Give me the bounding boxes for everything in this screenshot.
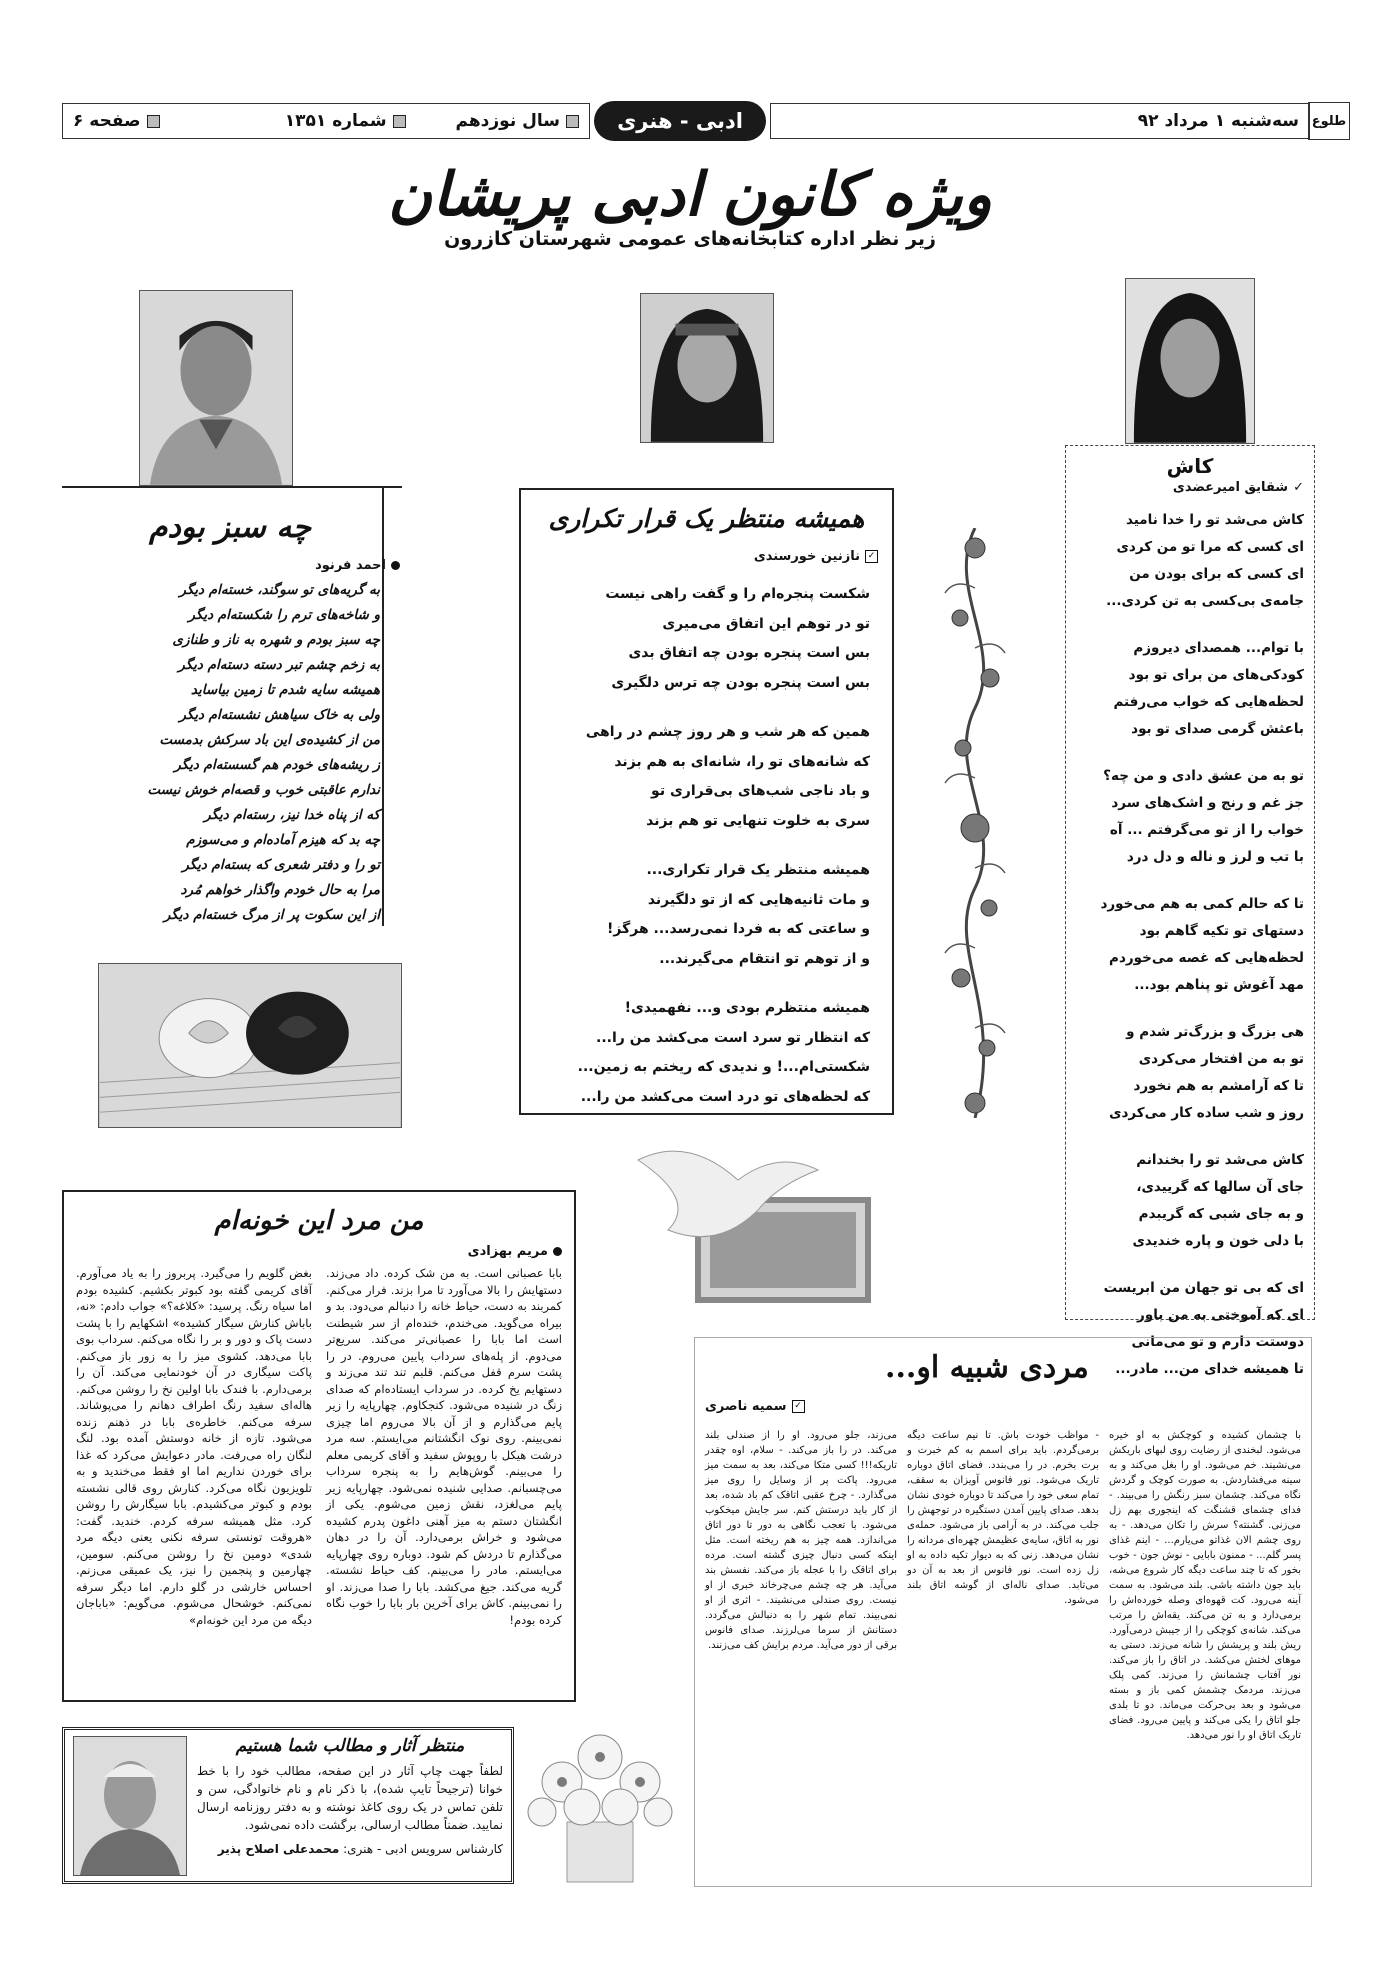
newspaper-logo: طلوع: [1308, 102, 1350, 140]
masthead-issue-bar: [62, 103, 590, 139]
poem-line: همیشه سایه شدم تا زمین بیاساید: [190, 682, 380, 698]
floral-ornament-image: [935, 528, 1015, 1118]
poem-line: تو به من عشق دادی و من چه؟: [1103, 768, 1304, 784]
poem-line: تا که حالم کمی به هم می‌خورد: [1100, 896, 1304, 912]
signature-name: محمدعلی اصلاح پذیر: [217, 1842, 340, 1856]
poem-line: کاش می‌شد تو را بخندانم: [1136, 1152, 1304, 1168]
poem-line: که لحظه‌های تو درد است می‌کشد من را...: [580, 1088, 870, 1105]
poem-line: کودکی‌های من برای تو بود: [1128, 667, 1304, 683]
poem-line: ای کسی که برای بودن من: [1129, 566, 1304, 582]
poem-line: که از پناه خدا نیز، رسته‌ام دیگر: [204, 807, 380, 823]
poem-sabz-author-name: احمد فرنود: [315, 558, 386, 573]
checkmark-icon: ✓: [1293, 480, 1304, 495]
checkbox-icon: ✓: [792, 1400, 805, 1413]
poem-line: بس است پنجره بودن چه اتفاق بدی: [628, 645, 870, 661]
poem-line: تو را و دفتر شعری که بسته‌ام دیگر: [182, 857, 380, 873]
page-subtitle: زیر نظر اداره کتابخانه‌های عمومی شهرستان کازرون: [444, 228, 936, 250]
poem-stanza: [1076, 891, 1304, 999]
poem-sabz-body: [140, 578, 380, 928]
page-number: [73, 111, 160, 131]
poem-line: ای که بی تو جهان من ابریست: [1103, 1280, 1304, 1296]
poem-kash-title: کاش: [1166, 454, 1214, 478]
poem-kash-author: [1076, 480, 1304, 495]
poem-line: که انتظار تو سرد است می‌کشد من را...: [596, 1029, 870, 1046]
story-man-mard-column-left: بغض گلویم را می‌گیرد. پربروز را به یاد می‌آورم. آقای کریمی گفته بود کبوتر بکشیم. کشیده بودم اما سیاه رنگ. پرسید: «کلاغه؟» جواب دادم: «نه، باباش کنارش سیگار کشیده» اشکهایم را با پشت دست پاک و دور و بر را نگاه می‌کنم. سرداب بوی بابا می‌دهد. کشوی میز را به زور باز می‌کنم. پاکت سیگاری در آن خودنمایی می‌کند. آن را برمی‌دارم. با فندک بابا اولین نخ را روشن می‌کنم. هاله‌ای سفید رنگ اطراف دهانم را می‌پوشاند. سرفه می‌کنم. خاطره‌ی بابا در ذهنم زنده می‌شود. تازه از خانه دوستش آمده بود. لنگ لنگان راه می‌رفت. مادر دعوایش می‌کرد که غذا برای خوردن نداریم اما او فقط می‌خندید و به تلویزیون نگاه می‌کرد. کنارش روی قالی نشسته بودم و کبوتر می‌کشیدم. بابا سیگارش را روشن کرد. مثل همیشه سرفه کردم. خندید. گفت: «هروقت تونستی سرفه نکنی یعنی دیگه مرد شدی» دومین نخ را روشن می‌کنم. سومین، چهارمین و پنجمین را نیز، یک عمیقی می‌زنم. احساس خارشی در گلو دارم. اما دیگر سرفه نمی‌کنم. خوشحال می‌شوم. می‌گویم: «باباجان دیگه من مرد این خونه‌ام»: [76, 1266, 312, 1627]
poem-line: ای کسی که مرا تو من کردی: [1116, 539, 1304, 555]
square-bullet-icon: [566, 115, 579, 128]
square-bullet-icon: [393, 115, 406, 128]
poem-stanza: [1076, 1147, 1304, 1255]
checkbox-icon: ✓: [865, 550, 878, 563]
story-man-mard-box: [62, 1190, 576, 1702]
issue-number: [285, 111, 406, 131]
poem-line: و باد ناجی شب‌های بی‌قراری تو: [651, 783, 870, 799]
story-man-mard-author-name: مریم بهزادی: [467, 1244, 548, 1259]
poem-line: ندارم عاقبتی خوب و قصه‌ام خوش نیست: [147, 782, 380, 798]
poem-line: مرا به حال خودم واگذار خواهم مُرد: [180, 882, 380, 898]
masthead-date-bar: [770, 103, 1310, 139]
poem-kash-author-name: شقایق امیرعضدی: [1172, 480, 1289, 495]
poem-line: باعثش گرمی صدای تو بود: [1131, 721, 1304, 737]
poem-line: همیشه منتظرم بودی و... نفهمیدی!: [624, 1000, 870, 1016]
poem-kash-box: [1065, 445, 1315, 1377]
contact-title: منتظر آثار و مطالب شما هستیم: [235, 1736, 465, 1756]
section-badge: ادبی - هنری: [594, 101, 766, 141]
poem-line: و شاخه‌های ترم را شکسته‌ام دیگر: [188, 607, 380, 623]
author-photo-farnoud: [139, 290, 293, 486]
contact-box: [62, 1727, 514, 1884]
story-man-mard-column-right: بابا عصبانی است. به من شک کرده. داد می‌زند. دستهایش را بالا می‌آورد تا مرا بزند. فرار می‌کنم. کمربند به دست، حیاط خانه را دنبالم می‌دود. بد و بیراه می‌گوید. می‌خندم، خنده‌ام از سر شیطنت است اما بابا را عصبانی‌تر می‌کند. سریع‌تر می‌دوم. از پله‌های سرداب پایین می‌روم. در را پشت سرم قفل می‌کنم. قلبم تند تند می‌زند و دستهایم یخ کرده. در سرداب ایستاده‌ام که صدای زنگ در شنیده می‌شود. کنجکاوم. چهارپایه را زیر پایم می‌گذارم و از آن بالا می‌روم اما چیزی نمی‌بینم. روی نوک انگشتانم می‌ایستم. سه مرد درشت هیکل با روپوش سفید و آقای کریمی معلم را می‌بینم. گوش‌هایم را به پنجره سرداب می‌چسبانم. صدایی شنیده نمی‌شود. چهارپایه زیر پایم می‌لغزد، نقش زمین می‌شوم. یکی از انگشتان دستم به میز آهنی داغون پدرم کشیده می‌شود و خراش برمی‌دارد. آن را در دهان می‌گذارم تا دردش کم شود. دوباره روی چهارپایه می‌ایستم. مادر را می‌بینم. کف حیاط نشسته. گریه می‌کند. جیغ می‌کشد. بابا را صدا می‌زند. او را نمی‌بینم. کاش برای آخرین بار بابا را خوب نگاه کرده بودم!: [326, 1266, 562, 1627]
poem-stanza: [1076, 1019, 1304, 1127]
poem-line: من از کشیده‌ی این باد سرکش بدمست: [159, 732, 380, 748]
story-mardi-column-3: می‌زند، جلو می‌رود. او را از صندلی بلند می‌کند. در را باز می‌کند. - سلام، اوه چقدر تاریکه!!! کسی متکا می‌کند، بعد به سمت میز می‌رود. پاکت پر از وسایل را روی میز می‌گذارد. - چرخ عقبی اتاقک کم باد شده، بعد از کار باید درستش کنم. سر جایش میخکوب می‌شود. با تعجب نگاهی به دور تا دور اتاق می‌اندازد. همه چیز به هم ریخته است. مثل اینکه کسی دنبال چیزی گشته است. مرده برای اتاقک را با عجله باز می‌کند. نفسش بند می‌آید. هر چه چشم می‌چرخاند خبری از او نیست. روی صندلی می‌نشیند. - اثری از او نمی‌بیند. تمام شهر را به دنبالش می‌گردد. دستانش از سرما می‌لرزند. صدای فانوس برقی از دور می‌آید. مردم برایش کف می‌زنند.: [705, 1430, 897, 1651]
poem-line: به گریه‌های تو سوگند، خسته‌ام دیگر: [179, 582, 380, 598]
poem-stanza: [535, 580, 870, 698]
poem-line: مهد آغوش تو پناهم بود...: [1134, 977, 1304, 993]
issue-number-text: شماره ۱۳۵۱: [284, 111, 387, 131]
poem-line: دوستت دارم و تو می‌مانی: [1131, 1334, 1304, 1350]
poem-line: با تب و لرز و ناله و دل درد: [1126, 849, 1304, 865]
flower-vase-image: [512, 1712, 688, 1888]
poem-line: و ساعتی که به فردا نمی‌رسد... هرگز!: [607, 921, 870, 937]
poem-line: تو در توهم این اتفاق می‌میری: [662, 615, 870, 632]
year-text: سال نوزدهم: [455, 111, 560, 131]
poem-stanza: [1076, 635, 1304, 743]
divider-line: [62, 486, 402, 488]
bullet-icon: [391, 561, 400, 570]
poem-stanza: [535, 718, 870, 836]
poem-tekrari-author-name: نازنین خورسندی: [753, 549, 860, 564]
poem-line: جامه‌ی بی‌کسی به تن کردی...: [1106, 593, 1304, 609]
story-mardi-title: مردی شبیه او...: [885, 1350, 1089, 1385]
dove-image: [628, 1140, 890, 1310]
signature-label: کارشناس سرویس ادبی - هنری:: [343, 1842, 503, 1856]
poem-sabz-title: [100, 510, 360, 545]
poem-line: و از توهم تو انتقام می‌گیرند...: [659, 950, 870, 967]
story-mardi-box: [694, 1337, 1312, 1887]
poem-tekrari-author: [535, 549, 878, 564]
story-mardi-column-2: - مواظب خودت باش. تا نیم ساعت دیگه برمی‌گردم. باید برای اسمم به کم خبرت و برت بخرم. در را می‌بندد. فضای اتاق دوباره تاریک می‌شود. نور فانوس آویزان به سقف، تمام سعی خود را می‌کند تا دوباره خودی نشان بدهد. صدای پایین آمدن دستگیره در توجهش را جلب می‌کند. در به آرامی باز می‌شود. حمله‌ی نور به اتاق، سایه‌ی عظیمش چهره‌ای مردانه را نشان می‌دهد. زنی که به دیوار تکیه داده به او زل زده است. نور فانوس از بعد به آن دو می‌تابد. صدای ناله‌ای از گوشه اتاق بلند می‌شود.: [907, 1430, 1099, 1606]
poem-stanza: [535, 994, 870, 1112]
poem-line: که شانه‌های تو را، شانه‌ای به هم بزند: [614, 753, 870, 770]
poem-line: با توام... همصدای دیروزم: [1133, 640, 1304, 656]
author-photo-amiraazodi: [1125, 278, 1255, 444]
poem-line: تا همیشه خدای من... مادر...: [1115, 1361, 1304, 1377]
poem-tekrari-body: [535, 580, 878, 1112]
poem-line: لحظه‌هایی که غصه می‌خوردم: [1109, 950, 1304, 966]
story-mardi-column-1: با چشمان کشیده و کوچکش به او خیره می‌شود. لبخندی از رضایت روی لبهای باریکش می‌نشیند. خم می‌شود. او را بغل می‌کند و به سینه می‌فشاردش. به صورت کوچک و گردش نگاه می‌کند. چشمان سبز رنگش را می‌بیند. - فدای چشمای قشنگت که اینجوری بهم زل می‌زنی. گشنته؟ سرش را تکان می‌دهد. - به روی چشم الان غذاتو می‌یارم... - اینم غذای پسر گلم... - ممنون بابایی - نوش جون - خوب بخور که تا چند ساعت دیگه کار شروع می‌شه، باید جون داشته باشی. بلند می‌شود. به سمت آینه می‌رود. کت قهوه‌ای وصله خورده‌اش را برمی‌دارد و به تن می‌کند. یقه‌اش را مرتب می‌کند. شانه‌ی کوچکی را از جیبش درمی‌آورد. ریش بلند و پریشش را شانه می‌زند. دستی به موهای لختش می‌کشد. در اتاق را باز می‌کند. نور آفتاب چشمانش را می‌زند. کمی پلک می‌زند. مردمک چشمش کمی باز و بسته می‌شود و بعد بی‌حرکت می‌ماند. دو تا بلدی جلو اتاق را یکی می‌کند و پایین می‌رود. فضای تاریک اتاق او را نور می‌دهد.: [1109, 1430, 1301, 1741]
poem-line: سری به خلوت تنهایی تو هم بزند: [646, 812, 870, 829]
poem-line: هی بزرگ و بزرگ‌تر شدم و: [1126, 1024, 1304, 1040]
poem-line: چه سبز بودم و شهره به ناز و طنازی: [172, 632, 380, 648]
poem-line: ز ریشه‌های خودم هم گسسته‌ام دیگر: [174, 757, 380, 773]
poem-stanza: [1076, 507, 1304, 615]
bullet-icon: [553, 1247, 562, 1256]
contact-text: لطفاً جهت چاپ آثار در این صفحه، مطالب خود را با خط خوانا (ترجیحاً تایپ شده)، با ذکر نام و نام خانوادگی، سن و تلفن تماس در یک روی کاغذ نوشته و به دفتر روزنامه ارسال نمایید. ضمناً مطالب ارسالی، برگشت داده نمی‌شود.: [197, 1764, 503, 1832]
poem-line: روز و شب ساده کار می‌کردی: [1109, 1105, 1304, 1121]
poem-stanza: [1076, 763, 1304, 871]
story-mardi-author: [705, 1399, 805, 1414]
poem-line: همیشه منتظر یک قرار تکراری...: [646, 862, 870, 878]
story-man-mard-title: من مرد این خونه‌ام: [214, 1206, 424, 1236]
poem-line: دستهای تو تکیه گاهم بود: [1139, 923, 1304, 939]
poem-line: جز غم و رنج و اشک‌های سرد: [1111, 795, 1304, 811]
page-number-text: صفحه ۶: [73, 111, 141, 131]
poem-line: ولی به خاک سیاهش نشسته‌ام دیگر: [179, 707, 380, 723]
year-label: [456, 111, 579, 131]
poem-line: شکستی‌ام...! و ندیدی که ریختم به زمین...: [577, 1059, 870, 1075]
poem-line: از این سکوت پر از مرگ خسته‌ام دیگر: [163, 907, 380, 923]
poem-line: تا که آرامشم به هم نخورد: [1133, 1078, 1304, 1094]
poem-line: با دلی خون و پاره خندیدی: [1132, 1233, 1304, 1249]
poem-line: و مات ثانیه‌هایی که از تو دلگیرند: [647, 891, 870, 908]
poem-line: کاش می‌شد تو را خدا نامید: [1125, 512, 1304, 528]
poem-tekrari-box: [519, 488, 894, 1115]
poem-line: و به جای شبی که گریبدم: [1138, 1206, 1304, 1222]
poem-kash-body: [1076, 507, 1304, 1383]
poem-line: چه بد که هیزم آماده‌ام و می‌سوزم: [186, 832, 380, 848]
poem-line: لحظه‌هایی که خواب می‌رفتم: [1113, 694, 1304, 710]
issue-date: سه‌شنبه ۱ مرداد ۹۲: [1137, 111, 1299, 131]
poem-sabz-author: [70, 558, 400, 573]
poem-stanza: [535, 856, 870, 974]
poem-line: به زخم چشم تبر دسته دسته‌ام دیگر: [178, 657, 380, 673]
rose-image: [98, 963, 402, 1128]
editor-photo: [73, 1736, 187, 1876]
contact-signature: [197, 1842, 503, 1856]
poem-line: ای که آموختی به من باور: [1137, 1307, 1304, 1323]
poem-line: تو به من افتخار می‌کردی: [1138, 1051, 1304, 1067]
poem-line: شکست پنجره‌ام را و گفت راهی نیست: [605, 586, 870, 602]
story-mardi-author-name: سمیه ناصری: [705, 1399, 787, 1414]
poem-line: بس است پنجره بودن چه ترس دلگیری: [611, 674, 870, 691]
poem-line: خواب را از تو می‌گرفتم ... آه: [1109, 822, 1304, 838]
poem-tekrari-title: همیشه منتظر یک قرار تکراری: [548, 504, 865, 533]
author-photo-khorsandi: [640, 293, 774, 443]
page-title: ویژه کانون ادبی پریشان: [388, 160, 992, 230]
story-man-mard-author: [76, 1244, 562, 1259]
divider-line-vertical: [382, 486, 384, 926]
square-bullet-icon: [147, 115, 160, 128]
poem-line: همین که هر شب و هر روز چشم در راهی: [585, 724, 870, 740]
poem-sabz-title-text: چه سبز بودم: [148, 510, 312, 545]
poem-line: جای آن سالها که گرییدی،: [1136, 1179, 1304, 1195]
